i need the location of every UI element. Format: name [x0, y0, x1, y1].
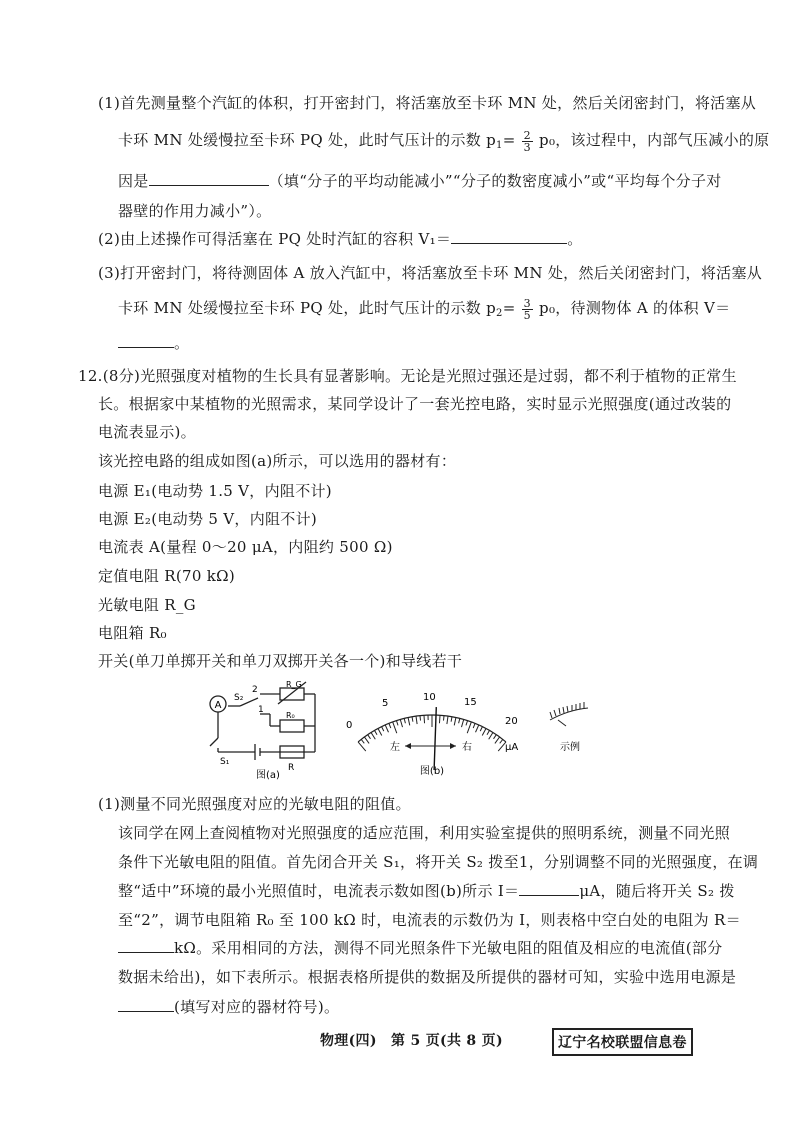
s2-pos2-label: 2	[252, 685, 258, 695]
dial-tick	[489, 732, 493, 739]
rg-label: R_G	[286, 680, 302, 689]
answer-blank-resistance[interactable]	[118, 938, 174, 953]
dial-tick	[459, 718, 460, 723]
dial-tick	[467, 722, 471, 733]
figures-row	[200, 680, 620, 780]
q11-part3-line1: (3)打开密封门，将待测固体 A 放入汽缸中，将活塞放至卡环 MN 处，然后关闭密封门，将活塞从	[98, 264, 763, 282]
answer-blank-power-source[interactable]	[118, 997, 174, 1012]
s2-pos1-label: 1	[258, 705, 264, 715]
equipment-switches: 开关(单刀单掷开关和单刀双掷开关各一个)和导线若干	[98, 652, 463, 670]
dial-tick	[378, 728, 382, 735]
equipment-e1: 电源 E₁(电动势 1.5 V，内阻不计)	[98, 482, 332, 500]
q12-part1-line6: 数据未给出)，如下表所示。根据表格所提供的数据及所提供的器材可知，实验中选用电源是	[118, 968, 737, 986]
answer-blank-3[interactable]	[118, 333, 174, 348]
dial-tick	[412, 717, 413, 722]
figure-b-caption: 图(b)	[419, 766, 445, 777]
q12-line3: 电流表显示)。	[98, 423, 196, 441]
dial-tick	[473, 723, 475, 728]
p1-subscript: 1	[496, 140, 503, 151]
equipment-e2: 电源 E₂(电动势 5 V，内阻不计)	[98, 510, 318, 528]
q11-part3-line3	[118, 332, 189, 353]
dial-tick	[466, 721, 468, 726]
answer-blank-current[interactable]	[519, 881, 579, 896]
dial-tick	[495, 737, 500, 743]
s2-label: S₂	[234, 693, 244, 703]
q12-line1: 12.(8分)光照强度对植物的生长具有显著影响。无论是光照过强还是过弱，都不利于植物的正常生	[78, 367, 737, 385]
r-label: R	[288, 763, 295, 773]
q12-line4: 该光控电路的组成如图(a)所示，可以选用的器材有：	[98, 452, 457, 470]
dial-tick	[404, 718, 405, 723]
example-caption: 示例	[560, 742, 580, 753]
ammeter-label: A	[214, 700, 222, 711]
q11-part1-line2-post: p₀，该过程中，内部气压减小的原	[539, 131, 770, 149]
circuit-diagram	[210, 682, 315, 760]
dial-tick	[424, 715, 425, 723]
tick-label-20: 20	[505, 716, 518, 727]
q11-part3-line2-pre: 卡环 MN 处缓慢拉至卡环 PQ 处，此时气压计的示数 p	[118, 299, 497, 317]
dial-tick	[482, 728, 486, 735]
p2-subscript: 2	[496, 308, 503, 319]
dial-tick	[443, 716, 444, 721]
fraction-numerator: 3	[523, 296, 531, 310]
right-label: 右	[462, 742, 472, 753]
dial-tick	[385, 725, 388, 732]
unit-label: μA	[505, 742, 519, 753]
r0-label: R₀	[286, 711, 295, 720]
s1-label: S₁	[220, 757, 230, 767]
dial-tick	[358, 742, 366, 751]
page-footer: 物理(四) 第 5 页(共 8 页)	[320, 1033, 503, 1049]
dial-tick	[368, 735, 371, 739]
q11-eq-sign-1: =	[502, 131, 516, 149]
left-label: 左	[390, 742, 400, 753]
q12-part1-line2: 条件下光敏电阻的阻值。首先闭合开关 S₁，将开关 S₂ 拨至1，分别调整不同的光照强度，在调	[118, 853, 759, 871]
ammeter-dial	[358, 707, 506, 770]
q12-part1-line4: 至“2”，调节电阻箱 R₀ 至 100 kΩ 时，电流表的示数仍为 I，则表格中空白处的电阻为 R＝	[118, 911, 741, 929]
answer-blank-2[interactable]	[451, 229, 567, 244]
resistance-box-r0	[280, 720, 304, 732]
q11-part3-line2-post: p₀，待测物体 A 的体积 V＝	[539, 299, 731, 317]
brand-box: 辽宁名校联盟信息卷	[552, 1028, 693, 1056]
example-dial	[550, 702, 588, 726]
q12-part1-line7-post: (填写对应的器材符号)。	[174, 998, 340, 1016]
dial-tick	[494, 735, 497, 739]
q12-part1-line5	[118, 937, 722, 958]
q11-part2-pre: (2)由上述操作可得活塞在 PQ 处时汽缸的容积 V₁＝	[98, 230, 452, 248]
equipment-resistance-box: 电阻箱 R₀	[98, 624, 167, 642]
dial-tick	[361, 739, 364, 743]
q11-part3-line2	[118, 297, 730, 321]
dial-tick	[439, 715, 440, 723]
dial-tick	[451, 717, 452, 722]
fraction-three-fifths	[522, 298, 533, 321]
fraction-denominator: 3	[523, 140, 531, 154]
dial-tick	[454, 718, 456, 726]
dial-tick	[396, 721, 398, 726]
dial-tick	[375, 730, 378, 734]
dial-tick	[400, 719, 402, 727]
dial-tick	[461, 719, 463, 727]
fraction-two-thirds	[522, 130, 533, 153]
dial-tick	[389, 723, 391, 728]
dial-needle	[434, 707, 436, 770]
dial-tick	[476, 725, 479, 732]
dial-tick	[382, 727, 384, 731]
q11-part1-line4: 器壁的作用力减小”）。	[118, 202, 272, 220]
tick-label-10: 10	[423, 692, 436, 703]
photoresistor-rg	[280, 688, 304, 700]
dial-tick	[393, 722, 397, 733]
equipment-ammeter: 电流表 A(量程 0～20 μA，内阻约 500 Ω)	[98, 538, 393, 556]
q11-eq-sign-2: =	[502, 299, 516, 317]
figure-a-caption: 图(a)	[256, 770, 280, 780]
q12-part1-title: (1)测量不同光照强度对应的光敏电阻的阻值。	[98, 795, 411, 813]
answer-blank-1[interactable]	[149, 171, 269, 186]
q12-part1-line3-post: μA，随后将开关 S₂ 拨	[579, 882, 735, 900]
dial-tick	[416, 716, 417, 724]
q11-part3-line3-post: 。	[174, 334, 190, 352]
dial-tick	[500, 739, 503, 743]
q12-part1-line3	[118, 880, 735, 901]
tick-label-5: 5	[382, 698, 389, 709]
tick-label-0: 0	[346, 720, 353, 731]
q12-part1-line3-pre: 整“适中”环境的最小光照值时，电流表示数如图(b)所示 I＝	[118, 882, 520, 900]
fraction-numerator: 2	[523, 128, 531, 142]
q11-part1-line1: (1)首先测量整个汽缸的体积，打开密封门，将活塞放至卡环 MN 处，然后关闭密封门，将活塞从	[98, 94, 757, 112]
q12-part1-line5-post: kΩ。采用相同的方法，测得不同光照条件下光敏电阻的阻值及相应的电流值(部分	[174, 939, 723, 957]
q11-part1-line3-post: （填“分子的平均动能减小”“分子的数密度减小”或“平均每个分子对	[268, 172, 722, 190]
q11-part2-post: 。	[567, 230, 583, 248]
dial-tick	[487, 730, 490, 734]
tick-label-15: 15	[464, 697, 477, 708]
switch-s1-blade	[210, 738, 218, 746]
q11-part1-line3-pre: 因是	[118, 172, 149, 190]
q11-part1-line2	[118, 129, 769, 153]
q11-part2	[98, 228, 583, 249]
q12-line2: 长。根据家中某植物的光照需求，某同学设计了一套光控电路，实时显示光照强度(通过改装的	[98, 395, 732, 413]
fraction-denominator: 5	[523, 308, 531, 322]
q11-part1-line3	[118, 170, 722, 191]
dial-tick	[408, 718, 410, 726]
dial-tick	[420, 716, 421, 721]
equipment-photoresistor: 光敏电阻 R_G	[98, 596, 196, 614]
q12-part1-line7	[118, 996, 339, 1017]
dial-tick	[447, 716, 448, 724]
dial-tick	[364, 737, 369, 743]
q12-part1-line1: 该同学在网上查阅植物对光照强度的适应范围，利用实验室提供的照明系统，测量不同光照	[118, 824, 731, 842]
equipment-fixed-resistor: 定值电阻 R(70 kΩ)	[98, 567, 236, 585]
dial-tick	[480, 727, 482, 731]
q11-part1-line2-pre: 卡环 MN 处缓慢拉至卡环 PQ 处，此时气压计的示数 p	[118, 131, 497, 149]
dial-tick	[371, 732, 375, 739]
